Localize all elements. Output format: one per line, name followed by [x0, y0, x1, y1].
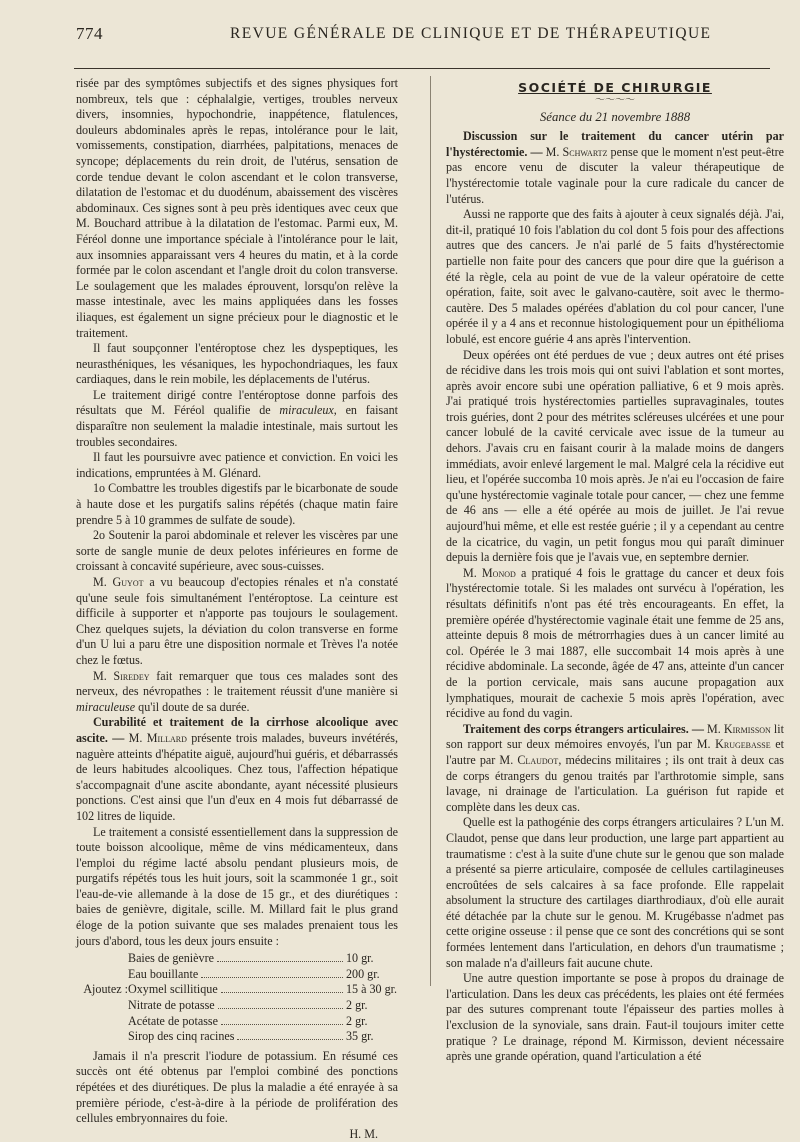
- prescription-quantity: 2 gr.: [346, 1013, 368, 1028]
- prescription-line: [76, 998, 398, 1014]
- right-column: [446, 76, 785, 1064]
- paragraph: Jamais il n'a prescrit l'iodure de potassium. En résumé ces succès ont été obtenus par l'emploi combiné des ponctions répétées et des diurétiques. De plus la maladie a été enrayée à sa première période, c'est-à-dire à la période de prolifération des cellules embryonnaires du foie.: [76, 1048, 398, 1126]
- page-number: 774: [76, 24, 103, 43]
- prescription-list: [76, 951, 398, 1045]
- leader-dots: [237, 1039, 343, 1040]
- text-run: lit son rapport sur deux mémoires envoyés, l'un par M.: [446, 721, 784, 752]
- section-rubric: Discussion sur le traitement du cancer utérin par l'hystérectomie. —: [446, 129, 784, 159]
- section-rubric: Curabilité et traitement de la cirrhose alcoolique avec ascite. —: [76, 715, 398, 745]
- author-name: M. Kirmisson: [703, 721, 771, 736]
- prescription-item: Nitrate de potasse: [128, 998, 215, 1013]
- author-name: M. Siredey: [92, 668, 150, 683]
- paragraph: [76, 669, 398, 716]
- paragraph: [76, 715, 398, 824]
- signoff-line: [76, 1127, 398, 1142]
- page-header: [0, 22, 800, 50]
- prescription-item: Baies de genièvre: [128, 951, 214, 966]
- left-column: [76, 76, 398, 1141]
- paragraph: [446, 129, 784, 207]
- leader-dots: [221, 992, 343, 993]
- paragraph: risée par des symptômes subjectifs et des signes physiques fort nombreux, tels que : céphalalgie, vertiges, troubles nerveux divers, insomnies, hypochondrie, inappétence, flatulences, douleurs abdominales après le repas, intolérance pour le lait, vomissements, constipation, diarrhées, palpitations, menaces de syncope; déplacements du rein droit, de l'utérus, sensation de corde tendue devant le colon ascendant et le colon transverse, dilatation de l'estomac et du duodénum, abaissement des viscères abdominaux. Ces signes sont à peu près identiques avec ceux que M. Bouchard attribue à la dilatation de l'estomac. Parmi eux, M. Féréol donne une importance spéciale à l'intolérance pour le lait, aux insomnies apparaissant vers 4 heures du matin, et à la corde formée par le colon ascendant et l'angle droit du colon transverse. Le soulagement que les malades éprouvent, lorsqu'on relève la masse intestinale, avec les mains appliquées dans les fosses iliaques, est également un signe précieux pour le diagnostic et le traitement.: [76, 76, 398, 340]
- prescription-line: [76, 967, 398, 983]
- prescription-line: [76, 1029, 398, 1045]
- leader-dots: [218, 1008, 343, 1009]
- author-name: M. Monod: [462, 565, 516, 580]
- author-name: Krugebasse: [715, 737, 771, 752]
- paragraph: 2o Soutenir la paroi abdominale et relever les viscères par une sorte de sangle munie de deux pelotes inférieures en forme de croissant à concavité supérieure, avec sous-cuisses.: [76, 528, 398, 574]
- text-run: et l'autre par M.: [446, 737, 784, 767]
- paragraph: Deux opérées ont été perdues de vue ; deux autres ont été prises de récidive dans les trois mois qui ont suivi l'ablation et sont mortes, après avoir encore subi une opération palliative, 6 et 9 mois après. J'ai pratiqué trois hystérectomies partielles supravaginales, toutes trois guéries, dont 2 pour des métrites scléreuses ulcérées et une pour cancer lobulé de la cavité cervicale avec issue de la tumeur au dehors. J'avais cru en faisant courir à la malade moins de dangers immédiats, avoir enlevé largement le mal. Malgré cela la récidive eut lieu, et l'opérée succomba 10 mois après. Je n'ai eu l'occasion de faire qu'une hystérectomie vaginale totale pour cancer, — chez une femme de 46 ans — elle a été opérée au mois de juillet. Je l'ai revue aujourd'hui même, et elle est restée guérie ; il y a cependant au centre de la cicatrice, du vagin, un petit fongus mou qui paraît diminuer depuis la dernière fois que je l'avais vue, en septembre dernier.: [446, 347, 784, 565]
- paragraph: [446, 566, 784, 722]
- author-name: M. Guyot: [92, 575, 144, 589]
- column-divider: [430, 76, 431, 986]
- prescription-prefix: Ajoutez :: [83, 982, 128, 997]
- author-name: M. Millard: [124, 730, 187, 745]
- paragraph: [76, 388, 398, 450]
- header-rule: [74, 68, 770, 69]
- paragraph: Aussi ne rapporte que des faits à ajouter à ceux signalés déjà. J'ai, dit-il, pratiqué 10 fois l'ablation du col dont 5 fois pour des affections autres que des cancers. Je n'ai parlé de 5 faits d'hystérectomie partielle non faite pour des cancers que pour dire que la guérison a été la règle, cela au point de vue de la valeur opératoire de cette opération, faite, soit avec le galvano-cautère, soit avec le thermo-cautère. Des 5 malades opérées d'ablation du col pour cancer, l'une opérée il y a 4 ans et reconnue histologiquement pour un épithélioma lobulé, est encore guérie 4 ans après l'intervention.: [446, 207, 784, 346]
- author-name: Claudot: [517, 752, 559, 767]
- session-date: Séance du 21 novembre 1888: [539, 109, 691, 124]
- prescription-quantity: 10 gr.: [346, 951, 374, 966]
- paragraph: Une autre question importante se pose à propos du drainage de l'articulation. Dans les deux cas précédents, les plaies ont été fermées par des sutures comprenant toute l'épaisseur des parties molles à l'exclusion de la synoviale, sans drain. Faut-il toujours imiter cette pratique ? Le drainage, répond M. Kirmisson, devient nécessaire après une grande opération, quand l'articulation a été: [446, 971, 784, 1064]
- section-title-text: SOCIÉTÉ DE CHIRURGIE: [518, 80, 712, 95]
- prescription-line: [76, 982, 398, 998]
- text-run: pense que le moment n'est peut-être pas encore venu de discuter la valeur thérapeutique de l'hystérectomie totale vaginale pour la cure radicale du cancer de l'utérus.: [446, 144, 785, 206]
- prescription-quantity: 15 à 30 gr.: [346, 982, 398, 997]
- paragraph: 1o Combattre les troubles digestifs par le bicarbonate de soude à haute dose et les purgatifs salins répétés (chaque matin faire prendre 5 à 10 grammes de sulfate de soude).: [76, 481, 398, 527]
- paragraph: [76, 575, 398, 669]
- title-ornament: ～～～～: [595, 94, 635, 106]
- text-run: Le traitement dirigé contre l'entéroptose donne parfois des résultats que M. Féréol qualifie de: [76, 387, 398, 418]
- text-run: fait remarquer que tous ces malades sont des nerveux, des névropathes : le traitement réussit d'une manière si: [76, 668, 398, 699]
- prescription-quantity: 2 gr.: [346, 998, 368, 1013]
- text-run: , médecins militaires ; ils ont trait à deux cas de corps étrangers du genou traités par l'arthrotomie simple, sans lavage, ni drainage de l'articulation. La guérison fut rapide et complète dans les deux cas.: [446, 752, 784, 814]
- text-run: qu'il doute de sa durée.: [135, 699, 250, 714]
- prescription-quantity: 35 gr.: [346, 1029, 374, 1044]
- paragraph: [446, 722, 784, 816]
- prescription-item: Sirop des cinq racines: [128, 1029, 235, 1044]
- paragraph: Il faut soupçonner l'entéroptose chez les dyspeptiques, les neurasthéniques, les vésaniques, les hypochondriaques, les faux cardiaques, dans le rein mobile, les déplacements de l'utérus.: [76, 341, 398, 387]
- prescription-line: [76, 951, 398, 967]
- leader-dots: [201, 977, 343, 978]
- paragraph: Il faut les poursuivre avec patience et conviction. En voici les indications, empruntées à M. Glénard.: [76, 450, 398, 480]
- prescription-line: [76, 1014, 398, 1030]
- paragraph: Le traitement a consisté essentiellement dans la suppression de toute boisson alcoolique, même de vins médicamenteux, dans l'emploi du régime lacté absolu pendant plusieurs mois, de purgatifs répétés tous les huit jours, soit la scammonée 1 gr., soit l'eau-de-vie allemande à la dose de 15 gr., et des diurétiques : baies de genièvre, digitale, scille. M. Millard fait le plus grand éloge de la potion suivante que ses malades prenaient tous les jours d'abord, tous les deux jours ensuite :: [76, 824, 398, 948]
- prescription-item: Acétate de potasse: [128, 1013, 218, 1028]
- prescription-item: Eau bouillante: [128, 966, 199, 981]
- running-title: REVUE GÉNÉRALE DE CLINIQUE ET DE THÉRAPEUTIQUE: [230, 25, 712, 42]
- text-run: présente trois malades, buveurs invétérés, naguère atteints d'hépatite aiguë, aujourd'hui guéris, et débarrassés de leurs habitudes alcooliques. Chez tous, l'affection hépatique s'accompagnait d'une ascite abondante, ayant nécessité plusieurs ponctions. C'est ainsi que l'un d'eux en 4 mois fut débarrassé de 102 litres de liquide.: [76, 730, 398, 823]
- author-name: M. Schwartz: [542, 144, 608, 159]
- italic-term: miraculeuse: [76, 699, 136, 714]
- leader-dots: [217, 961, 343, 962]
- italic-term: miraculeux: [279, 403, 334, 418]
- prescription-item: Oxymel scillitique: [128, 982, 218, 997]
- leader-dots: [221, 1024, 343, 1025]
- paragraph: Quelle est la pathogénie des corps étrangers articulaires ? L'un M. Claudot, pense que dans leur production, une large part appartient au traumatisme : c'est à la suite d'une chute sur le genou que son malade a présenté sa pierre articulaire, composée de cellules cartilagineuses encroûtées de sels calcaires à sa face profonde. Elle rappelait absolument la structure des cartilages diarthrodiaux, d'où elle aurait été détachée par la chute sur le genou. M. Krugébasse n'admet pas cette origine osseuse : il pense que ce sont des concrétions qui se sont formées lentement dans l'articulation, en dehors d'un traumatisme ; son malade n'a d'ailleurs fait aucune chute.: [446, 815, 784, 970]
- text-run: a vu beaucoup d'ectopies rénales et n'a constaté qu'une seule fois simultanément l'entéroptose. La ceinture est difficile à supporter et n'apporte pas toujours le soulagement. Chez quelques sujets, la déviation du colon transverse en forme d'un U lui a paru être une disposition normale et Trèves l'a notée chez le fœtus.: [76, 575, 398, 667]
- text-run: , en faisant disparaître non seulement la maladie intestinale, mais surtout les troubles secondaires.: [76, 403, 398, 449]
- signature: H. M.: [349, 1126, 378, 1141]
- section-rubric: Traitement des corps étrangers articulaires. —: [462, 721, 704, 736]
- text-run: a pratiqué 4 fois le grattage du cancer et deux fois l'hystérectomie totale. Si les malades ont survécu à l'opération, les résultats définitifs n'ont pas été très encourageants. En effet, la première opérée d'hystérectomie vaginale était une femme de 25 ans, atteinte depuis 8 mois de métrorrhagies dues à un cancer limité au col. Opérée le 3 mai 1887, elle succombait 14 mois après à une récidive abdominale. La seconde, âgée de 47 ans, atteinte d'un cancer de la portion cervicale, mais sans aucune propagation aux lymphatiques, mourait de cachexie 5 mois après l'opération, avec récidive au fond du vagin.: [446, 565, 784, 721]
- section-title: [446, 80, 784, 96]
- prescription-quantity: 200 gr.: [346, 966, 380, 981]
